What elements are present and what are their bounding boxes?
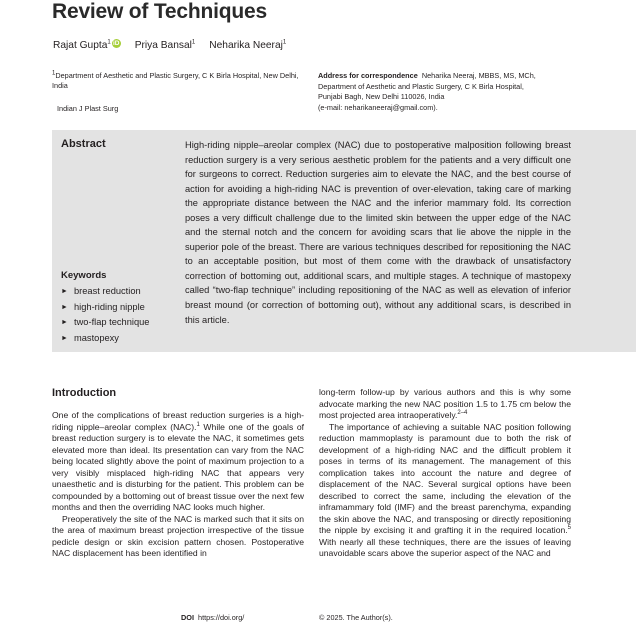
keyword-text: mastopexy: [74, 332, 119, 343]
correspondence-line: Neharika Neeraj, MBBS, MS, MCh,: [421, 71, 536, 80]
keywords-heading: Keywords: [61, 270, 107, 281]
footer-doi: [181, 613, 244, 622]
author-list: [53, 39, 286, 51]
abstract-heading: Abstract: [61, 138, 106, 150]
body-column-right: [319, 387, 571, 560]
affiliation: [52, 71, 310, 91]
body-text: While one of the goals of breast reduction surgery is to elevate the NAC, it sometimes gets elevated more than ideal. Its presentation can vary from the NAC being located slightly above the point of maximum projection to a very visibly misplaced high-riding NAC that appears very unaesthetic and is disturbing for the patient. This problem can be compounded by a bottoming out of breast tissue over the next few months and then the overriding NAC looks much higher.: [52, 421, 304, 512]
author-name[interactable]: Rajat Gupta: [53, 40, 108, 51]
triangle-bullet-icon: ►: [61, 334, 68, 342]
triangle-bullet-icon: ►: [61, 319, 68, 327]
keyword-item: [61, 331, 149, 347]
keyword-item: [61, 315, 149, 331]
body-paragraph: [319, 422, 571, 560]
citation-ref[interactable]: 1: [196, 421, 200, 428]
triangle-bullet-icon: ►: [61, 303, 68, 311]
affiliation-text: Department of Aesthetic and Plastic Surgery, C K Birla Hospital, New Delhi, India: [52, 71, 299, 90]
triangle-bullet-icon: ►: [61, 288, 68, 295]
journal-name: Indian J Plast Surg: [57, 104, 119, 113]
introduction-heading: Introduction: [52, 387, 117, 399]
abstract-text: High-riding nipple–areolar complex (NAC) due to postoperative malposition following breast reduction surgery is a very serious aesthetic problem for the patients and a very difficult one for surgeons to correct. Reduction surgeries aim to elevate the NAC, and the best course of action for avoiding a high-riding NAC is prevention of over-elevation, taking care of marking the appropriate distance between the NAC and the inferior mammary fold. Its correction poses a very difficult challenge due to the limited skin between the upper edge of the NAC and the sternal notch and the concern for avoiding scars that lie above the nipple in the superior pole of the breast. There are various techniques described for repositioning the NAC to an acceptable position, but most of them come with the drawback of unsatisfactory correction of bottoming out, additional scars, and multiple stages. A technique of mastopexy called “two-flap technique” including repositioning of the NAC as well as elevation of inferior breast mound (or correction of bottoming out), without any additional scars, is described in this article.: [185, 140, 571, 325]
author-name[interactable]: Priya Bansal: [134, 40, 192, 51]
keywords-list: [61, 284, 149, 346]
keyword-item: [61, 284, 149, 300]
body-paragraph: Preoperatively the site of the NAC is marked such that it sits on the area of maximum breast projection irrespective of the tissue pedicle design or skin excision pattern chosen. Postoperative NAC displacement has been identified in: [52, 513, 304, 558]
keyword-item: [61, 300, 149, 316]
doi-link[interactable]: https://doi.org/: [198, 613, 245, 622]
body-column-left: [52, 410, 304, 560]
article-title: Review of Techniques: [52, 0, 267, 23]
body-text: The importance of achieving a suitable NAC position following reduction mammoplasty is paramount due to both the risk of development of a high-riding NAC and the difficult problem it poses in terms of its management. The management of this complication takes into account the nature and degree of displacement of the NAC. Several surgical options have been described to correct the same, including the elevation of the inframammary fold (IMF) and the breast parenchyma, expanding the skin above the NAC, and transposing or directly repositioning the nipple by excising it and grafting it in the required location.: [319, 421, 571, 535]
correspondence-line: Punjabi Bagh, New Delhi 110026, India: [318, 92, 445, 102]
author-affiliation-sup: 1: [107, 39, 111, 46]
correspondence-label: Address for correspondence: [318, 71, 418, 80]
affiliation-sup: 1: [52, 70, 56, 77]
orcid-icon[interactable]: iD: [112, 40, 120, 47]
author-affiliation-sup: 1: [191, 39, 196, 46]
body-text: long-term follow-up by various authors and this is why some advocate marking the new NAC position 1.5 to 1.75 cm below the most projected area intraoperatively.: [319, 387, 571, 420]
author-affiliation-sup: 1: [282, 39, 287, 46]
correspondence-address: [318, 71, 598, 113]
citation-ref[interactable]: 2–4: [457, 410, 468, 417]
doi-label: DOI: [181, 613, 194, 622]
body-text: With nearly all these techniques, there are the issues of leaving unavoidable scars above the superior aspect of the NAC and: [319, 536, 571, 558]
keyword-text: breast reduction: [74, 286, 141, 296]
footer-copyright: © 2025. The Author(s).: [319, 613, 393, 622]
body-text: One of the complications of breast reduction surgeries is a high-riding nipple–areolar complex (NAC).: [52, 410, 304, 432]
correspondence-line: Department of Aesthetic and Plastic Surgery, C K Birla Hospital,: [318, 81, 524, 91]
keyword-text: two-flap technique: [74, 317, 150, 328]
citation-ref[interactable]: 5: [567, 525, 571, 532]
body-paragraph: [52, 410, 304, 514]
keyword-text: high-riding nipple: [74, 301, 145, 312]
body-paragraph: [319, 387, 571, 422]
author-name[interactable]: Neharika Neeraj: [209, 40, 283, 51]
correspondence-email[interactable]: (e-mail: neharikaneeraj@gmail.com).: [318, 102, 438, 112]
